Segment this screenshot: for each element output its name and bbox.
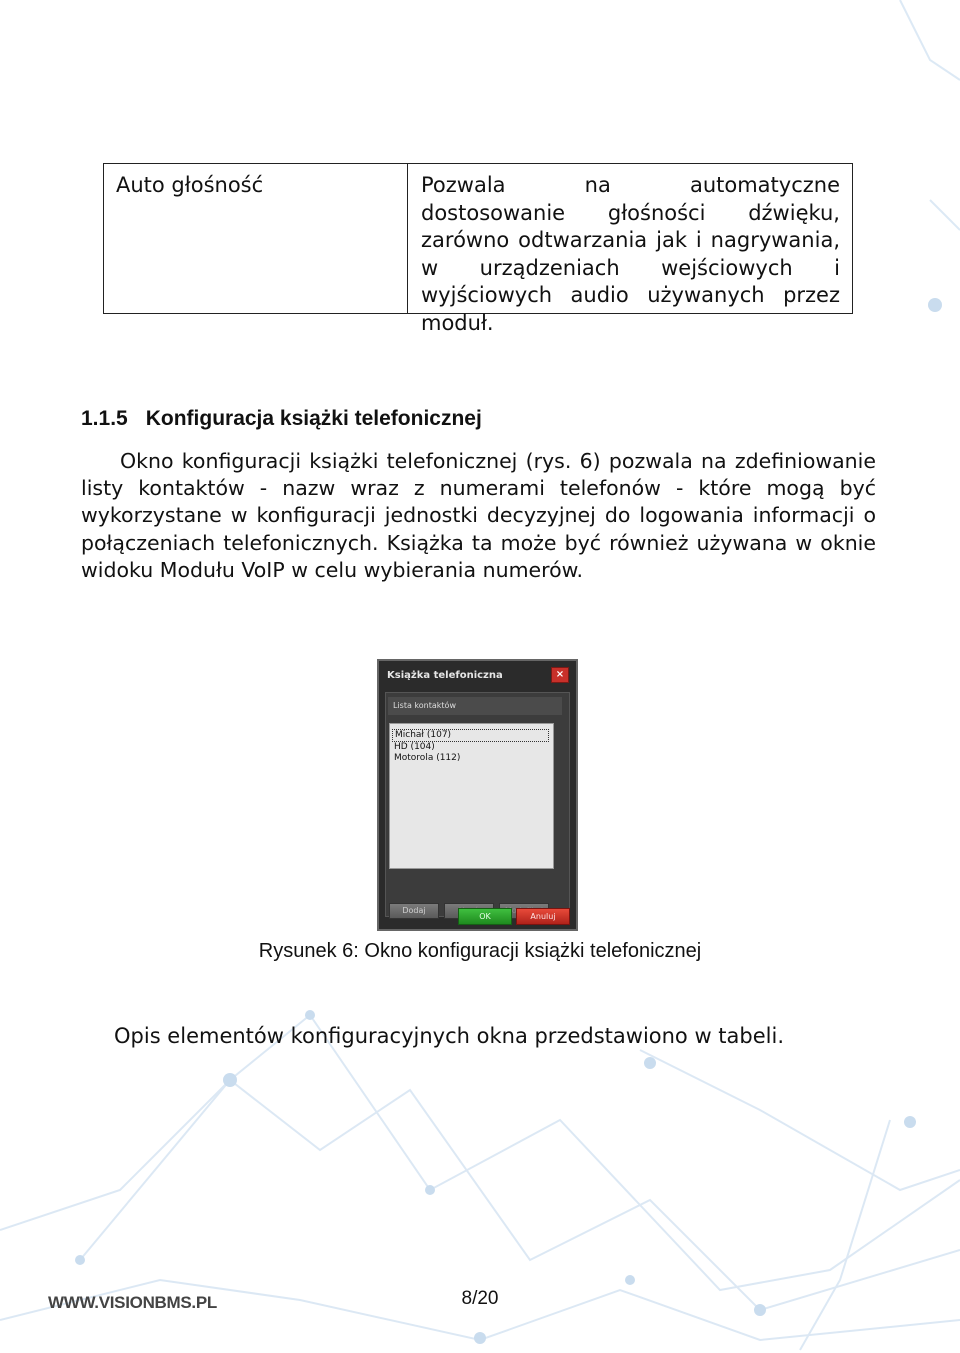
section-number: 1.1.5: [81, 407, 128, 430]
list-item[interactable]: Michał (107): [392, 729, 549, 742]
phonebook-dialog-figure: [377, 659, 578, 931]
section-heading: [81, 407, 482, 431]
footer-website: WWW.VISIONBMS.PL: [48, 1293, 217, 1312]
dialog-footer: [458, 908, 570, 925]
figure-caption: Rysunek 6: Okno konfiguracji książki telefonicznej: [258, 940, 702, 962]
list-item[interactable]: HD (104): [394, 742, 435, 752]
cancel-button[interactable]: Anuluj: [516, 908, 570, 925]
page-number: 8/20: [461, 1288, 499, 1309]
add-button[interactable]: Dodaj: [389, 903, 439, 919]
dialog-title: Książka telefoniczna: [387, 670, 503, 681]
body-paragraph: Okno konfiguracji książki telefonicznej (rys. 6) pozwala na zdefiniowanie listy kontaktów - nazw wraz z numerami telefonów - które mogą być wykorzystane w konfiguracji jednostki decyzyjnej do logowania informacji o połączeniach telefonicznych. Książka ta może być również używana w oknie widoku Modułu VoIP w celu wybierania numerów.: [81, 449, 876, 582]
definition-term: Auto głośność: [104, 164, 408, 313]
list-item[interactable]: Motorola (112): [394, 753, 461, 763]
summary-text: Opis elementów konfiguracyjnych okna przedstawiono w tabeli.: [114, 1024, 785, 1048]
contact-list[interactable]: [389, 723, 554, 869]
dialog-panel: [385, 692, 570, 917]
definition-description: Pozwala na automatyczne dostosowanie głośności dźwięku, zarówno odtwarzania jak i nagrywania, w urządzeniach wejściowych i wyjściowych audio używanych przez moduł.: [421, 173, 840, 335]
section-title: Konfiguracja książki telefonicznej: [145, 407, 482, 430]
definition-table: [103, 163, 853, 335]
contact-list-label: Lista kontaktów: [388, 697, 562, 715]
ok-button[interactable]: OK: [458, 908, 512, 925]
close-icon[interactable]: ×: [551, 667, 569, 683]
